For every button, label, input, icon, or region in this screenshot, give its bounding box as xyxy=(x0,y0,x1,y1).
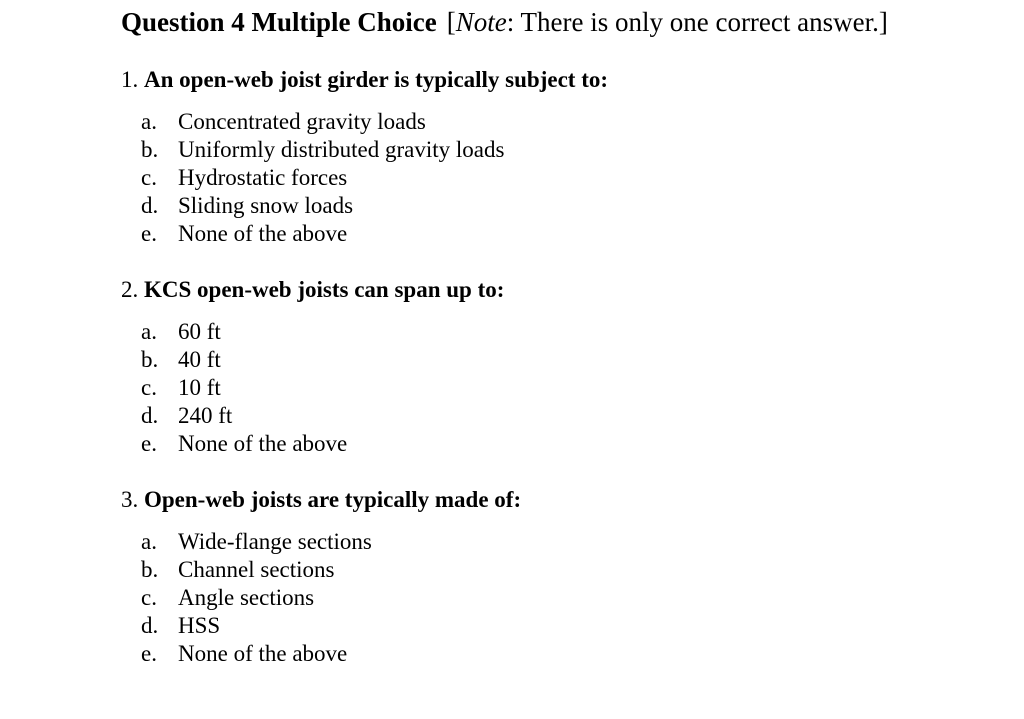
option-text: Hydrostatic forces xyxy=(178,165,348,190)
answer-option[interactable] xyxy=(141,136,628,164)
option-letter: c. xyxy=(141,585,157,610)
answer-option[interactable] xyxy=(141,346,524,374)
option-letter: b. xyxy=(141,557,159,582)
option-text: None of the above xyxy=(178,641,348,666)
answer-option[interactable] xyxy=(141,528,541,556)
option-text: Wide-flange sections xyxy=(178,529,372,554)
section-title: Question 4 Multiple Choice xyxy=(121,7,437,37)
question-stem xyxy=(121,486,521,514)
option-letter: d. xyxy=(141,613,159,638)
option-text: Concentrated gravity loads xyxy=(178,109,426,134)
question-text: An open-web joist girder is typically subject to: xyxy=(144,67,609,92)
option-letter: d. xyxy=(141,403,159,428)
option-letter: a. xyxy=(141,109,157,134)
question-stem xyxy=(121,276,504,304)
option-letter: c. xyxy=(141,375,157,400)
note-label: Note xyxy=(455,7,507,37)
answer-option[interactable] xyxy=(141,402,524,430)
answer-options xyxy=(141,108,628,248)
option-text: Channel sections xyxy=(178,557,335,582)
question-stem xyxy=(121,66,608,94)
option-letter: b. xyxy=(141,347,159,372)
option-text: 40 ft xyxy=(178,347,221,372)
option-text: Uniformly distributed gravity loads xyxy=(178,137,505,162)
section-heading xyxy=(121,4,888,40)
question-1 xyxy=(121,66,609,246)
answer-option[interactable] xyxy=(141,192,628,220)
question-3 xyxy=(121,486,522,666)
question-text: Open-web joists are typically made of: xyxy=(144,487,522,512)
question-number: 2. xyxy=(121,277,139,302)
option-letter: e. xyxy=(141,221,157,246)
question-number: 3. xyxy=(121,487,139,512)
option-text: HSS xyxy=(178,613,221,638)
option-letter: d. xyxy=(141,193,159,218)
option-text: Sliding snow loads xyxy=(178,193,354,218)
question-text: KCS open-web joists can span up to: xyxy=(144,277,505,302)
option-letter: e. xyxy=(141,641,157,666)
answer-option[interactable] xyxy=(141,318,524,346)
answer-option[interactable] xyxy=(141,374,524,402)
option-text: 10 ft xyxy=(178,375,221,400)
answer-option[interactable] xyxy=(141,640,541,668)
answer-options xyxy=(141,528,541,668)
question-number: 1. xyxy=(121,67,139,92)
option-text: 240 ft xyxy=(178,403,233,428)
note-text: : There is only one correct answer.] xyxy=(506,7,888,37)
note-open-bracket: [ xyxy=(446,7,456,37)
option-text: None of the above xyxy=(178,221,348,246)
option-letter: b. xyxy=(141,137,159,162)
option-text: 60 ft xyxy=(178,319,221,344)
option-letter: a. xyxy=(141,319,157,344)
option-letter: e. xyxy=(141,431,157,456)
answer-option[interactable] xyxy=(141,220,628,248)
answer-option[interactable] xyxy=(141,584,541,612)
option-letter: c. xyxy=(141,165,157,190)
answer-option[interactable] xyxy=(141,612,541,640)
answer-options xyxy=(141,318,524,458)
option-text: Angle sections xyxy=(178,585,315,610)
answer-option[interactable] xyxy=(141,556,541,584)
answer-option[interactable] xyxy=(141,430,524,458)
option-text: None of the above xyxy=(178,431,348,456)
option-letter: a. xyxy=(141,529,157,554)
answer-option[interactable] xyxy=(141,164,628,192)
answer-option[interactable] xyxy=(141,108,628,136)
question-2 xyxy=(121,276,505,456)
